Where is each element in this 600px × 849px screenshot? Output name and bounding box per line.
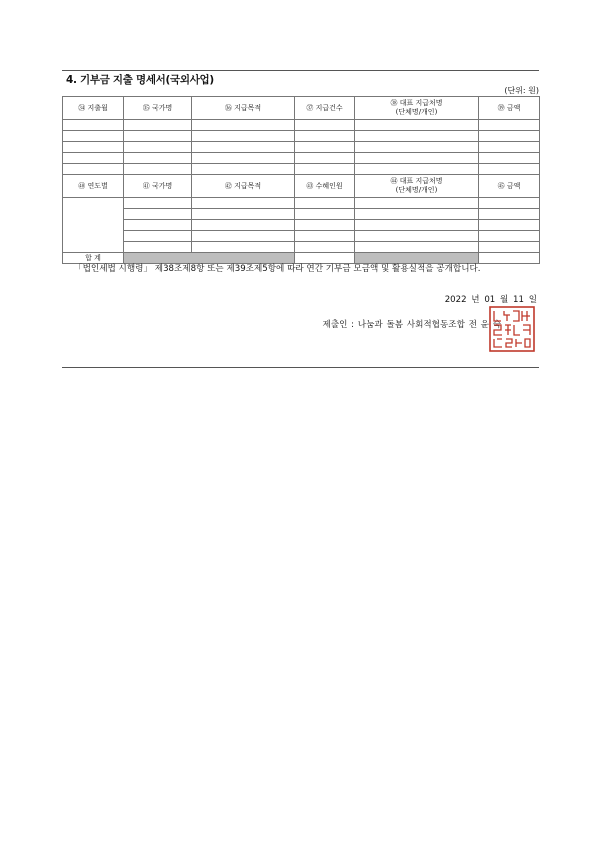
table1-header-row xyxy=(63,97,540,120)
table2-header-row xyxy=(63,175,540,198)
submission-date: 2022 년 01 월 11 일 xyxy=(444,295,537,305)
total-label: 합 계 xyxy=(63,253,124,264)
header-country: ㉟ 국가명 xyxy=(124,97,192,120)
header-recipient-2-sub: (단체명/개인) xyxy=(395,186,438,194)
header-beneficiaries: ㊸ 수혜인원 xyxy=(295,175,355,198)
section-title: 4. 기부금 지출 명세서(국외사업) xyxy=(66,74,214,86)
header-amount: ㊴ 금액 xyxy=(479,97,540,120)
header-recipient-main: ㊳ 대표 지급처명 xyxy=(390,99,443,108)
header-purpose-2: ㊷ 지급목적 xyxy=(192,175,295,198)
top-rule xyxy=(62,70,539,71)
table-row xyxy=(63,220,540,231)
table-row xyxy=(63,164,540,175)
header-recipient-2-main: ㊹ 대표 지급처명 xyxy=(390,177,443,186)
header-spend-month: ㉞ 지출월 xyxy=(63,97,124,120)
year-merged-cell xyxy=(63,198,124,253)
table-row xyxy=(63,231,540,242)
expenditure-table xyxy=(62,96,540,264)
header-recipient-sub: (단체명/개인) xyxy=(395,108,438,116)
header-year: ㊵ 연도별 xyxy=(63,175,124,198)
disclosure-notice xyxy=(62,262,539,277)
table-row xyxy=(63,131,540,142)
header-amount-2: ㊺ 금액 xyxy=(479,175,540,198)
table-row xyxy=(63,153,540,164)
table-row xyxy=(63,209,540,220)
table-row xyxy=(63,198,540,209)
table-row xyxy=(63,242,540,253)
notice-text: 「법인세법 시행령」 제38조제8항 또는 제39조제5항에 따라 연간 기부금 모금액 및 활용실적을 공개합니다. xyxy=(74,264,481,274)
header-recipient xyxy=(355,97,479,120)
table-row xyxy=(63,120,540,131)
header-recipient-2 xyxy=(355,175,479,198)
header-country-2: ㊶ 국가명 xyxy=(124,175,192,198)
official-seal-icon xyxy=(489,306,535,352)
header-purpose: ㊱ 지급목적 xyxy=(192,97,295,120)
submitter-line: 제출인 : 나눔과 돌봄 사회적협동조합 전 윤 숙 xyxy=(322,320,501,330)
header-count: ㊲ 지급건수 xyxy=(295,97,355,120)
bottom-rule xyxy=(62,367,539,368)
unit-label: (단위: 원) xyxy=(504,86,539,95)
table-row xyxy=(63,142,540,153)
